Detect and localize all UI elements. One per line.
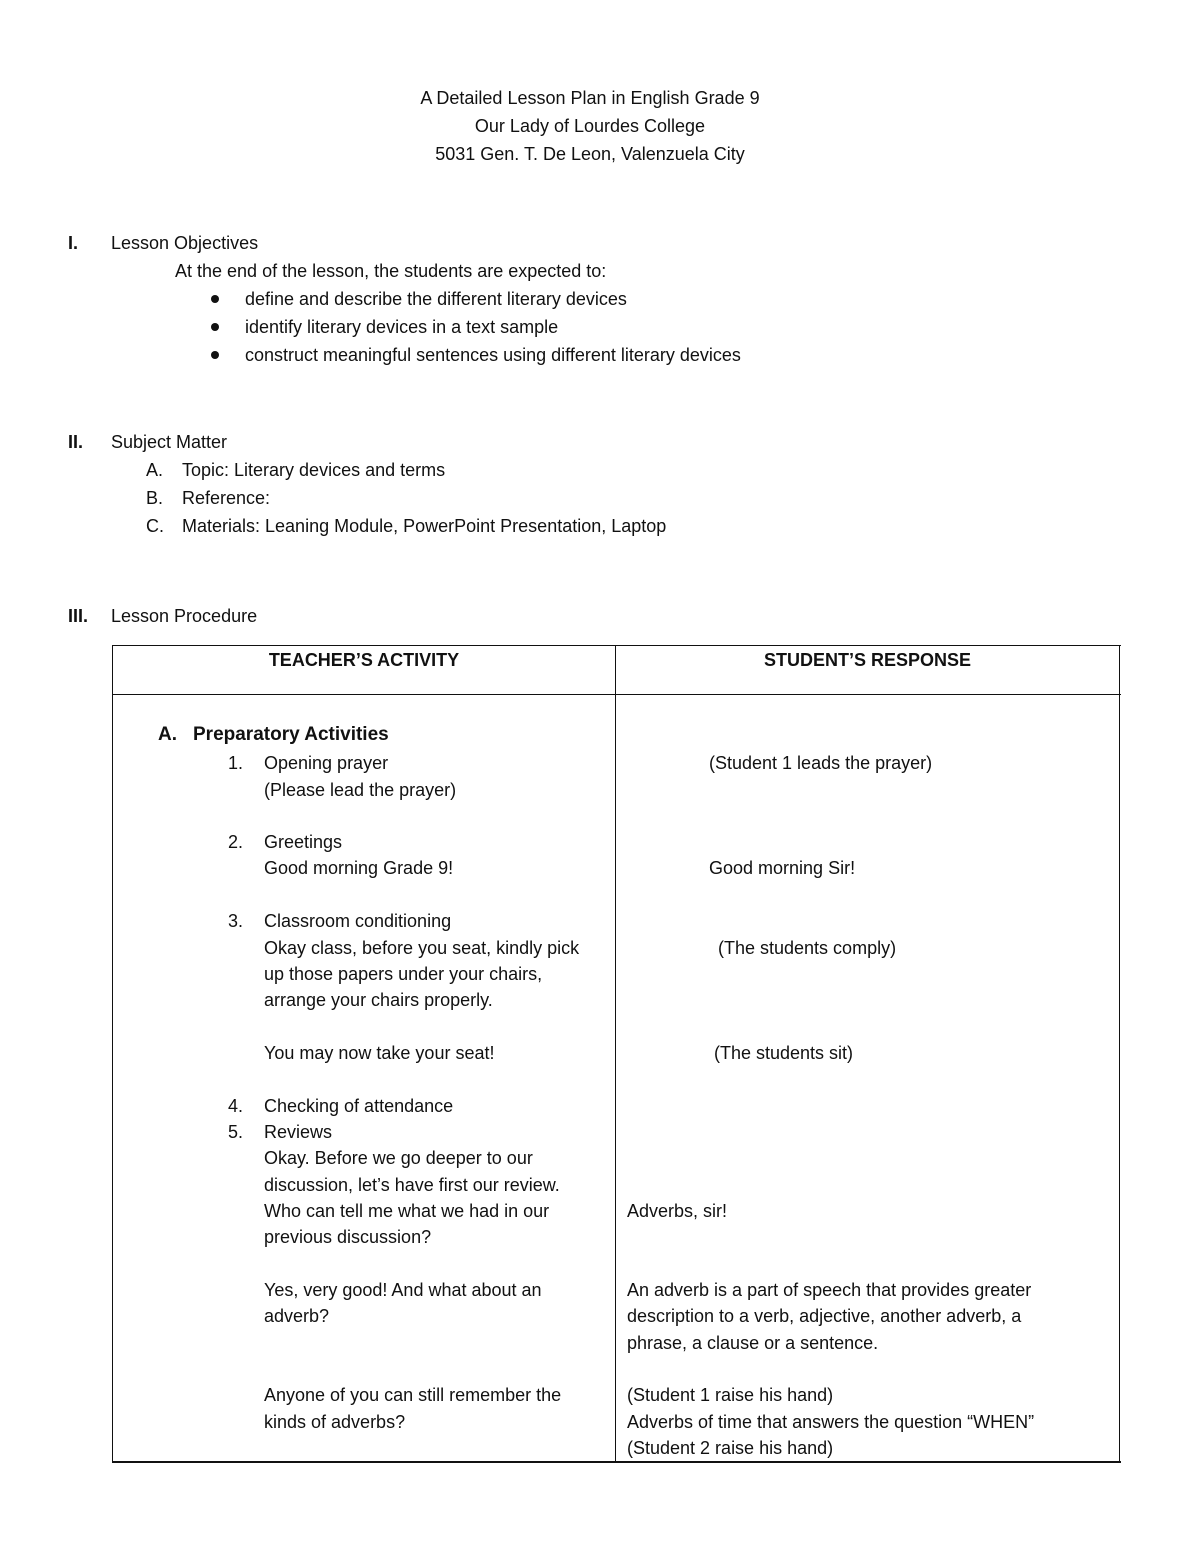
student-line: Adverbs of time that answers the question “WHEN” [627,1412,1035,1432]
bullet-icon [211,351,219,359]
objective-item: construct meaningful sentences using different literary devices [245,345,741,365]
teacher-line: Who can tell me what we had in our [264,1201,550,1221]
section-heading-objectives: Lesson Objectives [111,233,259,253]
student-line: (Student 1 raise his hand) [627,1385,834,1405]
objective-item: define and describe the different literary devices [245,289,627,309]
teacher-line: previous discussion? [264,1227,432,1247]
teacher-line: Greetings [264,832,343,852]
student-line: (The students sit) [714,1043,854,1063]
subsection-letter: A. [158,724,177,745]
teacher-line: discussion, let’s have first our review. [264,1175,560,1195]
objective-item: identify literary devices in a text sample [245,317,559,337]
school-address: 5031 Gen. T. De Leon, Valenzuela City [435,144,745,164]
table-column-divider [615,645,616,1462]
activity-number: 5. [228,1122,244,1142]
subject-item-letter: B. [146,488,164,508]
activity-number: 4. [228,1096,244,1116]
teacher-line: Opening prayer [264,753,389,773]
subsection-title: Preparatory Activities [193,724,389,745]
subject-item-letter: A. [146,460,164,480]
student-line: An adverb is a part of speech that provides greater [627,1280,1032,1300]
teacher-line: Reviews [264,1122,333,1142]
bullet-icon [211,295,219,303]
teacher-line: Okay. Before we go deeper to our [264,1148,533,1168]
subject-item-topic: Topic: Literary devices and terms [182,460,446,480]
section-numeral-subject: II. [68,432,84,452]
teacher-line: adverb? [264,1306,330,1326]
document-title: A Detailed Lesson Plan in English Grade 9 [420,88,760,108]
student-line: Adverbs, sir! [627,1201,728,1221]
teacher-line: Okay class, before you seat, kindly pick [264,938,580,958]
teacher-line: arrange your chairs properly. [264,990,493,1010]
teacher-line: Checking of attendance [264,1096,454,1116]
teacher-line: Classroom conditioning [264,911,452,931]
section-numeral-procedure: III. [68,606,89,626]
student-line: (Student 1 leads the prayer) [709,753,933,773]
activity-number: 1. [228,753,244,773]
teacher-line: up those papers under your chairs, [264,964,543,984]
teacher-line: (Please lead the prayer) [264,780,457,800]
objectives-intro: At the end of the lesson, the students are expected to: [175,261,607,281]
section-numeral-objectives: I. [68,233,79,253]
activity-number: 2. [228,832,244,852]
subject-item-letter: C. [146,516,164,536]
activity-number: 3. [228,911,244,931]
column-header-teacher: TEACHER’S ACTIVITY [268,650,460,670]
subject-item-reference: Reference: [182,488,271,508]
teacher-line: kinds of adverbs? [264,1412,406,1432]
student-line: Good morning Sir! [709,858,856,878]
bullet-icon [211,323,219,331]
subject-item-materials: Materials: Leaning Module, PowerPoint Presentation, Laptop [182,516,667,536]
table-header-divider [112,694,1121,695]
teacher-line: Yes, very good! And what about an [264,1280,542,1300]
school-name: Our Lady of Lourdes College [474,116,706,136]
section-heading-subject: Subject Matter [111,432,228,452]
table-border-right [1119,645,1120,1462]
teacher-line: Good morning Grade 9! [264,858,454,878]
student-line: description to a verb, adjective, another adverb, a [627,1306,1022,1326]
teacher-line: Anyone of you can still remember the [264,1385,562,1405]
teacher-line: You may now take your seat! [264,1043,495,1063]
student-line: (The students comply) [718,938,897,958]
table-border-left [112,645,113,1462]
section-heading-procedure: Lesson Procedure [111,606,258,626]
table-border-bottom [112,1461,1121,1463]
student-line: (Student 2 raise his hand) [627,1438,834,1458]
column-header-student: STUDENT’S RESPONSE [763,650,972,670]
student-line: phrase, a clause or a sentence. [627,1333,879,1353]
table-border-top [112,645,1121,646]
